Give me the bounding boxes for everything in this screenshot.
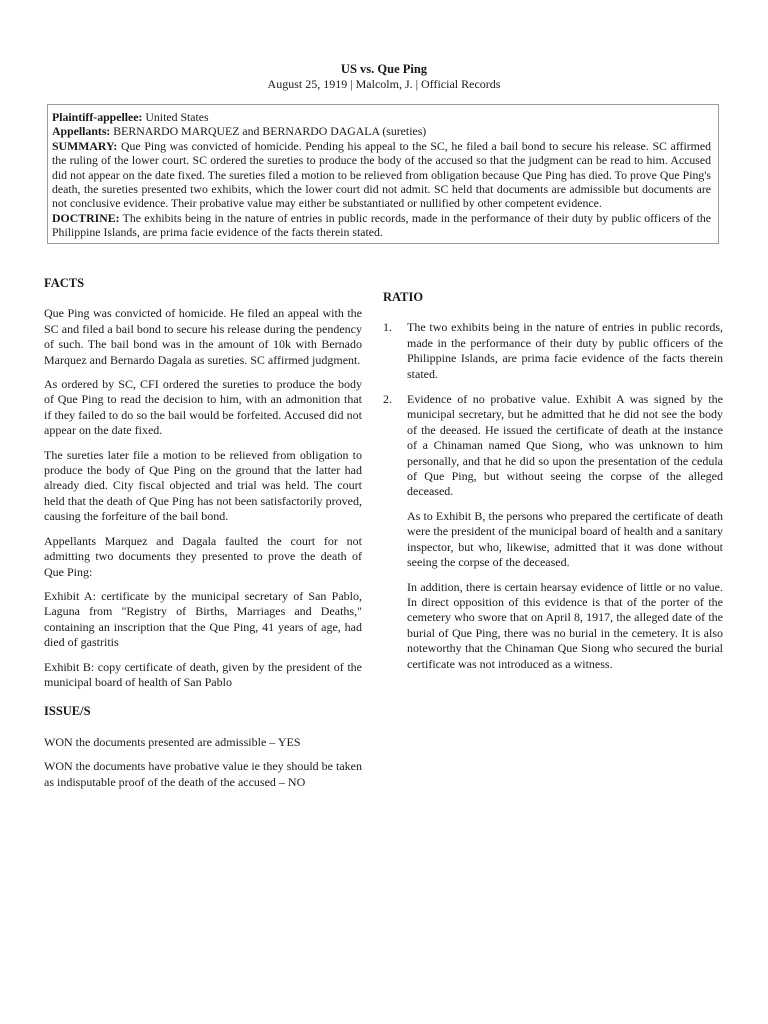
plaintiff-value: United States <box>142 110 209 124</box>
doctrine-value: The exhibits being in the nature of entries in public records, made in the performance of their duty by public officers of the Philippine Islands, are prima facie evidence of the facts therein stated. <box>52 210 711 240</box>
summary-line <box>52 139 711 211</box>
facts-paragraph: The sureties later file a motion to be relieved from obligation to produce the body of Que Ping on the ground that the latter had already died. City fiscal objected and trial was held. The court held that the death of Que Ping has not been satisfactorily proved, causing the forfeiture of the bail bond. <box>44 447 362 524</box>
ratio-item-text: The two exhibits being in the nature of entries in public records, made in the performance of their duty by public officers of the Philippine Islands, are prima facie evidence of the facts therein stated. <box>407 320 723 381</box>
facts-paragraph: Appellants Marquez and Dagala faulted the court for not admitting two documents they presented to prove the death of Que Ping: <box>44 533 362 579</box>
issue-paragraph: WON the documents presented are admissible – YES <box>44 734 301 749</box>
plaintiff-label: Plaintiff-appellee: <box>52 110 143 124</box>
facts-heading: FACTS <box>44 276 85 290</box>
plaintiff-line <box>52 110 711 124</box>
ratio-heading: RATIO <box>383 290 424 304</box>
summary-box <box>47 104 719 244</box>
ratio-extra-paragraph: In addition, there is certain hearsay evidence of little or no value. In direct opposition of this evidence is that of the porter of the cemetery who swore that on April 8, 1917, the alleged date of the burial of Que Ping, there was no burial in the cemetery. It is also noteworthy that the Chinaman Que Siong who secured the burial certificate was not introduced as a witness. <box>407 579 723 671</box>
doctrine-line <box>52 211 711 240</box>
exhibit-b-paragraph: Exhibit B: copy certificate of death, given by the president of the municipal board of health of San Pablo <box>44 659 362 689</box>
appellants-line <box>52 124 711 138</box>
appellants-label: Appellants: <box>52 124 111 139</box>
exhibit-a-paragraph: Exhibit A: certificate by the municipal secretary of San Pablo, Laguna from "Registry of Births, Marriages and Deaths," containing an inscription that the Que Ping, 41 years of age, had died of gastritis <box>44 588 362 650</box>
facts-paragraph: Que Ping was convicted of homicide. He filed an appeal with the SC and filed a bail bond to secure his release during the pendency of such. The bail bond was in the amount of 10k with Bernado Marquez and Bernardo Dagala as sureties. SC affirmed judgment. <box>44 306 362 367</box>
doctrine-label: DOCTRINE: <box>52 210 120 225</box>
issue-paragraph: WON the documents have probative value ie they should be taken as indisputable proof of the death of the accused – NO <box>44 759 362 789</box>
ratio-item-number: 1. <box>383 320 392 335</box>
left-column <box>44 276 362 799</box>
issues-heading: ISSUE/S <box>44 704 91 719</box>
summary-label: SUMMARY: <box>52 138 118 153</box>
case-title: US vs. Que Ping <box>340 62 428 76</box>
ratio-list <box>383 320 723 672</box>
ratio-item-text: Evidence of no probative value. Exhibit A was signed by the municipal secretary, but he admitted that he did not see the body of the deeased. He issued the certificate of death at the instance of a Chinaman named Que Siong, who was unknown to him personally, and that he did so upon the presentation of the cedula of Que Ping, but without seeing the corpse of the alleged deceased. <box>407 392 723 499</box>
ratio-item <box>383 392 723 672</box>
facts-paragraph: As ordered by SC, CFI ordered the sureties to produce the body of Que Ping to read the decision to him, with an admonition that if they failed to do so the bail would be forfeited. Accused did not appear on the date fixed. <box>44 377 362 438</box>
summary-value: Que Ping was convicted of homicide. Pending his appeal to the SC, he filed a bail bond to secure his release. SC affirmed the ruling of the lower court. SC ordered the sureties to produce the body of the accused so that the judgment can be read to him. Accused did not appear on the date fixed. The sureties filed a motion to be relieved from obligation because Que Ping has died. To prove Que Ping's death, the sureties presented two exhibits, which the lower court did not admit. SC held that documents are admissible but documents are not conclusive evidence. Their probative value may either be substantiated or nullified by other competent evidence. <box>52 138 711 211</box>
ratio-item-number: 2. <box>383 392 392 407</box>
case-subtitle: August 25, 1919 | Malcolm, J. | Official Records <box>267 77 501 91</box>
ratio-item <box>383 320 723 382</box>
right-column <box>383 290 723 682</box>
ratio-extra-paragraph: As to Exhibit B, the persons who prepared the certificate of death were the president of the municipal board of health and a sanitary inspector, but who, likewise, admitted that it was done without seeing the corpse of the deceased. <box>407 508 723 570</box>
appellants-value: BERNARDO MARQUEZ and BERNARDO DAGALA (sureties) <box>110 124 427 139</box>
